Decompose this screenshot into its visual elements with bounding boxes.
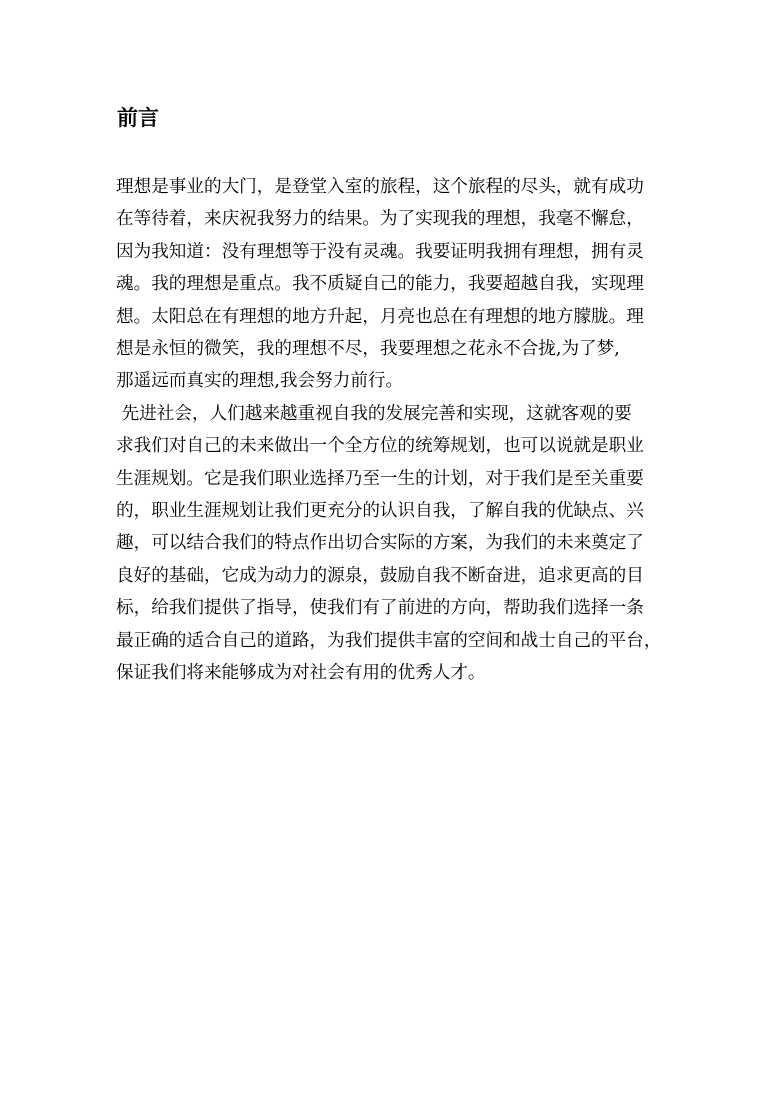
text-line: 标，给我们提供了指导，使我们有了前进的方向，帮助我们选择一条 [116, 598, 644, 619]
text-line: 良好的基础，它成为动力的源泉，鼓励自我不断奋进，追求更高的目 [116, 565, 644, 586]
text-line: 魂。我的理想是重点。我不质疑自己的能力，我要超越自我，实现理 [116, 274, 644, 295]
text-line: 生涯规划。它是我们职业选择乃至一生的计划，对于我们是至关重要 [116, 468, 644, 489]
page-title: 前言 [117, 106, 159, 130]
text-line: 那遥远而真实的理想,我会努力前行。 [116, 371, 404, 392]
text-line: 趣，可以结合我们的特点作出切合实际的方案，为我们的未来奠定了 [116, 533, 644, 554]
text-line: 想。太阳总在有理想的地方升起，月亮也总在有理想的地方朦胧。理 [116, 306, 644, 327]
body-text [116, 171, 668, 690]
text-line: 求我们对自己的未来做出一个全方位的统筹规划，也可以说就是职业 [116, 436, 644, 457]
text-line: 保证我们将来能够成为对社会有用的优秀人才。 [116, 663, 486, 684]
text-line: 在等待着，来庆祝我努力的结果。为了实现我的理想，我毫不懈怠， [116, 209, 644, 230]
text-line: 最正确的适合自己的道路，为我们提供丰富的空间和战士自己的平台， [116, 630, 662, 651]
text-line: 想是永恒的微笑，我的理想不尽，我要理想之花永不合拢,为了梦, [116, 339, 620, 360]
text-line: 先进社会，人们越来越重视自我的发展完善和实现，这就客观的要 [116, 403, 632, 424]
text-line: 因为我知道：没有理想等于没有灵魂。我要证明我拥有理想，拥有灵 [116, 241, 644, 262]
text-line: 的，职业生涯规划让我们更充分的认识自我，了解自我的优缺点、兴 [116, 501, 644, 522]
text-line: 理想是事业的大门，是登堂入室的旅程，这个旅程的尽头，就有成功 [116, 177, 644, 197]
